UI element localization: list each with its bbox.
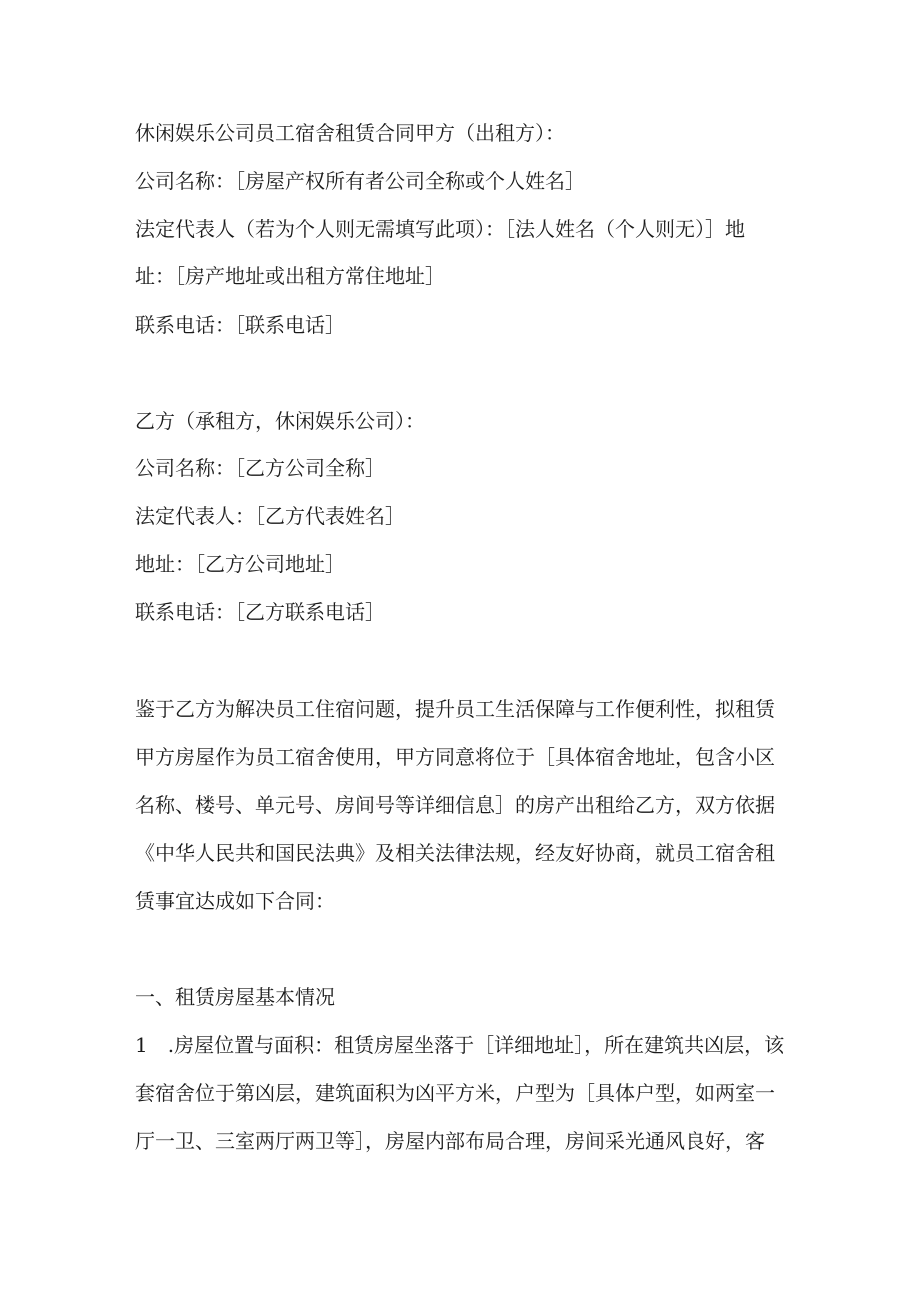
preamble-line: 赁事宜达成如下合同： xyxy=(135,889,335,913)
party-a-address: 址：［房产地址或出租方常住地址］ xyxy=(135,264,445,288)
section-heading: 一、租赁房屋基本情况 xyxy=(135,985,335,1009)
preamble-line: 《中华人民共和国民法典》及相关法律法规，经友好协商，就员工宿舍租 xyxy=(135,841,775,865)
party-b-address: 地址：［乙方公司地址］ xyxy=(135,552,345,576)
section-item-line: 1 .房屋位置与面积：租赁房屋坐落于［详细地址］，所在建筑共凶层，该 xyxy=(135,1033,785,1057)
preamble-line: 甲方房屋作为员工宿舍使用，甲方同意将位于［具体宿舍地址，包含小区 xyxy=(135,745,775,769)
party-a-representative: 法定代表人（若为个人则无需填写此项）：［法人姓名（个人则无）］地 xyxy=(135,217,745,241)
preamble-line: 名称、楼号、单元号、房间号等详细信息］的房产出租给乙方，双方依据 xyxy=(135,793,775,817)
section-item-line: 厅一卫、三室两厅两卫等］，房屋内部布局合理，房间采光通风良好，客 xyxy=(135,1129,765,1153)
party-b-title: 乙方（承租方，休闲娱乐公司）： xyxy=(135,409,425,433)
party-b-phone: 联系电话：［乙方联系电话］ xyxy=(135,600,385,624)
preamble-line: 鉴于乙方为解决员工住宿问题，提升员工生活保障与工作便利性，拟租赁 xyxy=(135,697,775,721)
section-item-line: 套宿舍位于第凶层，建筑面积为凶平方米，户型为［具体户型，如两室一 xyxy=(135,1081,775,1105)
party-b-representative: 法定代表人：［乙方代表姓名］ xyxy=(135,504,405,528)
party-b-company: 公司名称：［乙方公司全称］ xyxy=(135,456,385,480)
party-a-title: 休闲娱乐公司员工宿舍租赁合同甲方（出租方）： xyxy=(135,121,565,145)
party-a-phone: 联系电话：［联系电话］ xyxy=(135,313,345,337)
party-a-company: 公司名称：［房屋产权所有者公司全称或个人姓名］ xyxy=(135,169,585,193)
